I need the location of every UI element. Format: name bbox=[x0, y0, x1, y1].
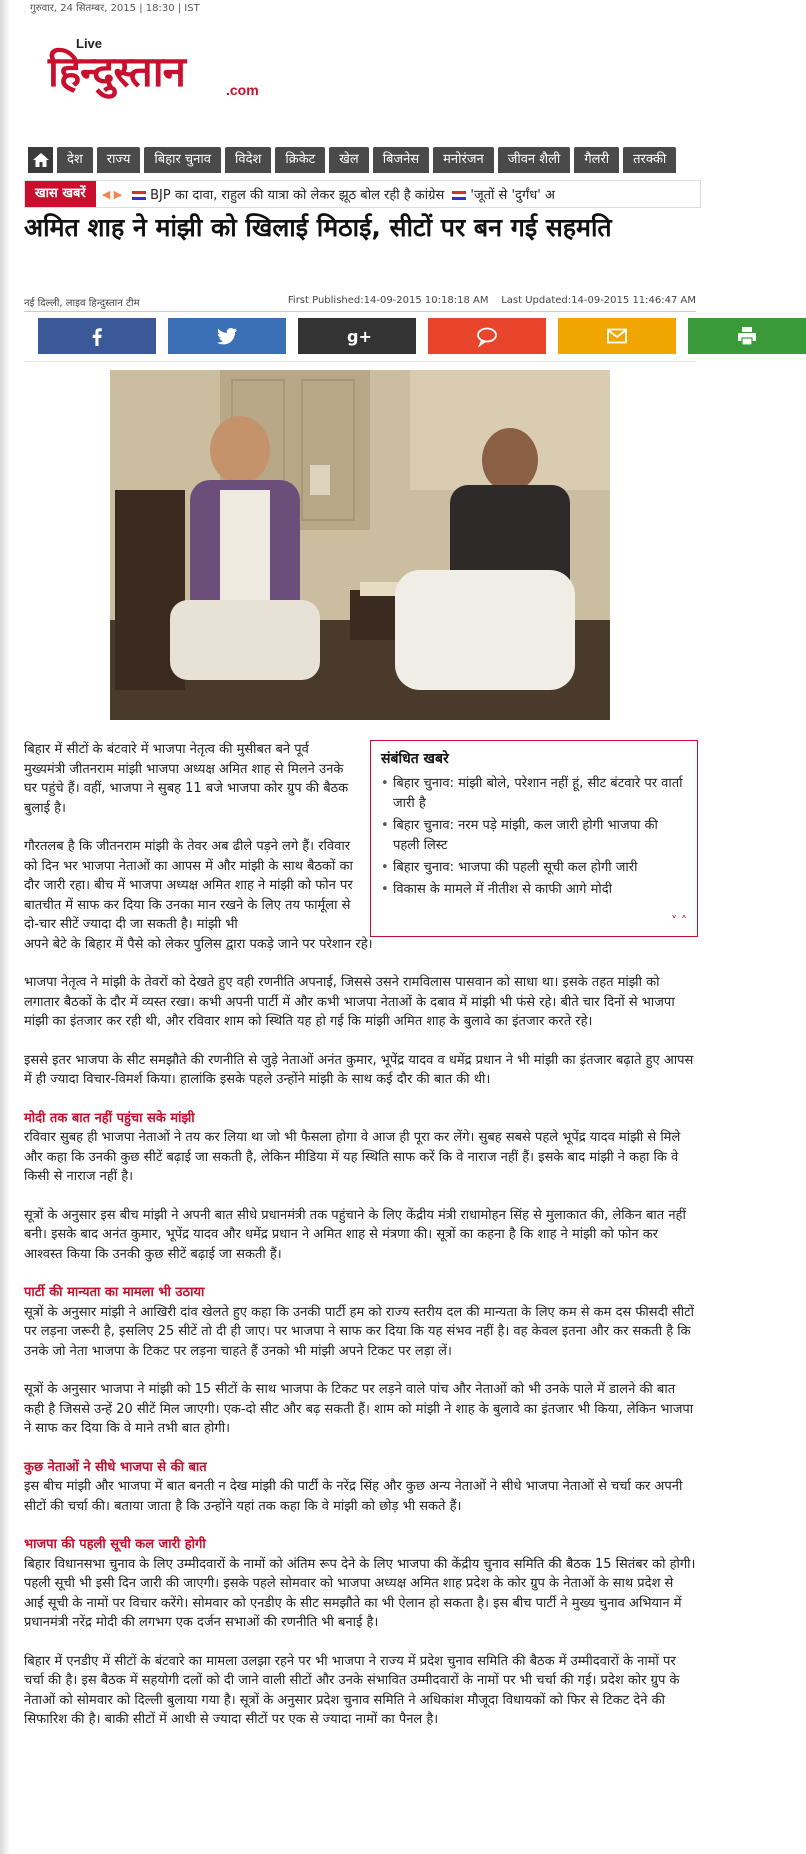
related-news-link[interactable]: • बिहार चुनाव: नरम पड़े मांझी, कल जारी होगी भाजपा की पहली लिस्ट bbox=[381, 816, 687, 856]
article-paragraph: अपने बेटे के बिहार में पैसे को लेकर पुलिस द्वारा पकड़े जाने पर परेशान रहे। bbox=[24, 936, 373, 952]
logo-live-text: Live bbox=[76, 36, 103, 51]
nav-item-desh[interactable]: देश bbox=[57, 147, 93, 173]
comment-icon bbox=[475, 324, 499, 348]
googleplus-share-button[interactable] bbox=[298, 318, 416, 354]
page-edge-shadow bbox=[0, 0, 10, 1854]
article-paragraph: बिहार में एनडीए में सीटों के बंटवारे का मामला उलझा रहने पर भी भाजपा ने राज्य में प्रदेश चुनाव समिति की बैठक में उम्मीदवारों के नामों पर चर्चा की है। इस बैठक में सहयोगी दलों को दी जाने वाली सीटों और उनके संभावित उम्मीदवारों के नामों पर भी चर्चा की गई। प्रदेश कोर ग्रुप के नेताओं को सोमवार को दिल्ली बुलाया गया है। सूत्रों के अनुसार प्रदेश चुनाव समिति ने अधिकांश मौजूदा विधायकों को फिर से टिकट देने की सिफारिश की है। बाकी सीटों में आधी से ज्यादा सीटों पर एक से ज्यादा नामों का पैनल है। bbox=[24, 1653, 680, 1727]
article-body bbox=[24, 740, 696, 1749]
first-published: First Published:14-09-2015 10:18:18 AM bbox=[287, 295, 489, 306]
article-subheading: कुछ नेताओं ने सीधे भाजपा से की बात bbox=[24, 1459, 207, 1475]
article-paragraph: बिहार में सीटों के बंटवारे में भाजपा नेतृत्व की मुसीबत बने पूर्व मुख्यमंत्री जीतनराम मांझी भाजपा अध्यक्ष अमित शाह से मिलने उनके घर पहुंचे हैं। वहीं, भाजपा ने सुबह 11 बजे भाजपा कोर ग्रुप की बैठक बुलाई है। bbox=[24, 742, 349, 816]
article-paragraph: सूत्रों के अनुसार भाजपा ने मांझी को 15 सीटों के साथ भाजपा के टिकट पर लड़ने वाले पांच और नेताओं को भी उनके पाले में डालने की बात कही है जिससे उन्हें 20 सीटें मिल जाएगी। एक-दो सीट और बढ़ सकती हैं। शाम को मांझी ने शाह के बुलावे का इंतजार भी किया, लेकिन भाजपा ने साफ कर दिया कि वे माने तभी बात होगी। bbox=[24, 1382, 694, 1436]
article-subheading: मोदी तक बात नहीं पहुंचा सके मांझी bbox=[24, 1110, 195, 1126]
print-icon bbox=[735, 324, 759, 348]
logo-com-text: .com bbox=[226, 82, 259, 98]
article-paragraph: सूत्रों के अनुसार मांझी ने आखिरी दांव खेलते हुए कहा कि उनकी पार्टी हम को राज्य स्तरीय दल की मान्यता के लिए कम से कम दस फीसदी सीटों पर लड़ना जरूरी है, इसलिए 25 सीटें तो दी ही जाए। पर भाजपा ने साफ कर दिया कि यह संभव नहीं है। वह केवल इतना और कर सकती है कि उनके जो नेता भाजपा के टिकट पर लड़ना चाहते हैं उनको भी मांझी अपने टिकट पर लड़ा लें। bbox=[24, 1304, 695, 1359]
nav-item-business[interactable]: बिजनेस bbox=[373, 147, 429, 173]
related-news-title: संबंधित खबरे bbox=[381, 751, 449, 767]
nav-item-khel[interactable]: खेल bbox=[329, 147, 368, 173]
email-share-button[interactable] bbox=[558, 318, 676, 354]
ticker-item[interactable]: 'जूतों से 'दुर्गंध' अ bbox=[470, 188, 555, 203]
article-headline: अमित शाह ने मांझी को खिलाई मिठाई, सीटों पर बन गई सहमति bbox=[24, 213, 612, 242]
nav-item-tarakki[interactable]: तरक्की bbox=[623, 147, 676, 173]
home-icon[interactable] bbox=[28, 147, 53, 173]
twitter-icon bbox=[215, 324, 239, 348]
article-paragraph: इस बीच मांझी और भाजपा में बात बनती न देख मांझी की पार्टी के नरेंद्र सिंह और कुछ अन्य नेताओं ने सीधे भाजपा नेताओं से चर्चा कर अपनी सीटों की चर्चा की। बताया जाता है कि उन्होंने यहां तक कहा कि वे मांझी को छोड़ भी सकते हैं। bbox=[24, 1479, 683, 1514]
site-logo[interactable] bbox=[48, 28, 278, 108]
dateline: गुरुवार, 24 सितम्बर, 2015 | 18:30 | IST bbox=[30, 3, 200, 14]
googleplus-icon bbox=[345, 324, 372, 348]
facebook-icon bbox=[85, 324, 109, 348]
twitter-share-button[interactable] bbox=[168, 318, 286, 354]
ticker-arrows[interactable]: ◀ ▶ bbox=[101, 187, 123, 201]
svg-text:g+: g+ bbox=[347, 327, 372, 346]
related-news-link[interactable]: • बिहार चुनाव: भाजपा की पहली सूची कल होगी जारी bbox=[381, 858, 687, 878]
article-paragraph: भाजपा नेतृत्व ने मांझी के तेवरों को देखते हुए वही रणनीति अपनाई, जिससे उसने रामविलास पासवान को साधा था। इसके तहत मांझी को लगातार बैठकों के दौर में व्यस्त रखा। कभी अपनी पार्टी में और कभी भाजपा नेताओं के दबाव में मांझी भी फंसे रहे। बीते चार दिनों से भाजपा मांझी का इंतजार कर रही थी, और रविवार शाम को स्थिति यह हो गई कि मांझी अमित शाह के बुलावे का इंतजार करते रहे। bbox=[24, 975, 675, 1029]
ticker-item[interactable]: BJP का दावा, राहुल की यात्रा को लेकर झूठ बोल रही है कांग्रेस bbox=[150, 188, 445, 203]
facebook-share-button[interactable] bbox=[38, 318, 156, 354]
nav-item-jeevan-shaili[interactable]: जीवन शैली bbox=[498, 147, 571, 173]
logo-main-text: हिन्दुस्तान bbox=[48, 47, 185, 96]
related-news-link[interactable]: • बिहार चुनाव: मांझी बोले, परेशान नहीं हूं, सीट बंटवारे पर वार्ता जारी है bbox=[381, 774, 687, 814]
flag-icon bbox=[132, 191, 146, 200]
main-nav bbox=[28, 147, 741, 173]
publish-info bbox=[288, 295, 696, 306]
related-nav-arrows[interactable]: ˅ ˄ bbox=[671, 914, 687, 928]
article-paragraph: गौरतलब है कि जीतनराम मांझी के तेवर अब ढीले पड़ने लगे हैं। रविवार को दिन भर भाजपा नेताओं का आपस में और मांझी के साथ बैठकों का दौर जारी रहा। बीच में भाजपा अध्यक्ष अमित शाह ने मांझी को फोन पर बातचीत में साफ कर दिया कि उनका मान रखने के लिए तय फार्मूला से दो-चार सीटें ज्यादा दी जा सकती है। मांझी भी bbox=[24, 839, 353, 932]
last-updated: Last Updated:14-09-2015 11:46:47 AM bbox=[501, 295, 696, 306]
article-paragraph: बिहार विधानसभा चुनाव के लिए उम्मीदवारों के नामों को अंतिम रूप देने के लिए भाजपा की केंद्रीय चुनाव समिति की बैठक 15 सितंबर को होगी। पहली सूची भी इसी दिन जारी की जाएगी। इसके पहले सोमवार को भाजपा अध्यक्ष अमित शाह प्रदेश के कोर ग्रुप के नेताओं के साथ प्रदेश से आई सूची के नामों पर विचार करेंगे। सोमवार को एनडीए के सीट समझौते का भी ऐलान हो सकता है। इस बीच पार्टी ने मुख्य चुनाव अभियान में प्रधानमंत्री नरेंद्र मोदी की लगभग एक दर्जन सभाओं की रणनीति भी बनाई है। bbox=[24, 1556, 696, 1630]
print-button[interactable] bbox=[688, 318, 806, 354]
nav-item-rajya[interactable]: राज्य bbox=[97, 147, 141, 173]
comment-button[interactable] bbox=[428, 318, 546, 354]
divider bbox=[24, 361, 696, 362]
breaking-news-ticker bbox=[24, 180, 701, 208]
email-icon bbox=[605, 324, 629, 348]
nav-item-gallery[interactable]: गैलरी bbox=[574, 147, 619, 173]
nav-item-bihar-chunav[interactable]: बिहार चुनाव bbox=[144, 147, 221, 173]
divider bbox=[24, 311, 696, 312]
nav-item-manoranjan[interactable]: मनोरंजन bbox=[433, 147, 494, 173]
article-photo bbox=[110, 370, 610, 720]
related-news-link[interactable]: • विकास के मामले में नीतीश से काफी आगे मोदी bbox=[381, 880, 687, 900]
article-subheading: पार्टी की मान्यता का मामला भी उठाया bbox=[24, 1285, 205, 1300]
article-paragraph: रविवार सुबह ही भाजपा नेताओं ने तय कर लिया था जो भी फैसला होगा वे आज ही पूरा कर लेंगे। सुबह सबसे पहले भूपेंद्र यादव मांझी से मिले और कहा कि उनकी कुछ सीटें बढ़ाई जा सकती है, लेकिन मीडिया में यह स्थिति साफ करें कि वे नाराज नहीं हैं। इसके बाद मांझी ने कहा कि वे किसी से नाराज नहीं है। bbox=[24, 1130, 681, 1184]
nav-item-cricket[interactable]: क्रिकेट bbox=[275, 147, 325, 173]
ticker-label: खास खबरें bbox=[25, 181, 96, 207]
article-subheading: भाजपा की पहली सूची कल जारी होगी bbox=[24, 1537, 206, 1552]
article-paragraph: सूत्रों के अनुसार इस बीच मांझी ने अपनी बात सीधे प्रधानमंत्री तक पहुंचाने के लिए केंद्रीय मंत्री राधामोहन सिंह से मुलाकात की, लेकिन बात नहीं बनी। इसके बाद अनंत कुमार, भूपेंद्र यादव और धमेंद्र प्रधान ने अमित शाह से मंत्रणा की। सूत्रों का कहना है कि शाह ने मांझी को फोन कर आश्वस्त किया कि उनकी कुछ सीटें बढ़ाई जा सकती हैं। bbox=[24, 1207, 686, 1262]
ticker-items bbox=[128, 185, 555, 203]
byline: नई दिल्ली, लाइव हिन्दुस्तान टीम bbox=[24, 298, 140, 309]
flag-icon bbox=[452, 191, 466, 200]
nav-item-videsh[interactable]: विदेश bbox=[225, 147, 271, 173]
share-bar bbox=[38, 318, 806, 354]
article-paragraph: इससे इतर भाजपा के सीट समझौते की रणनीति से जुड़े नेताओं अनंत कुमार, भूपेंद्र यादव व धमेंद्र प्रधान ने भी मांझी का इंतजार बढ़ाते हुए आपस में ही ज्यादा विचार-विमर्श किया। हालांकि इसके पहले उन्होंने मांझी के साथ कई दौर की बात की थी। bbox=[24, 1052, 694, 1087]
